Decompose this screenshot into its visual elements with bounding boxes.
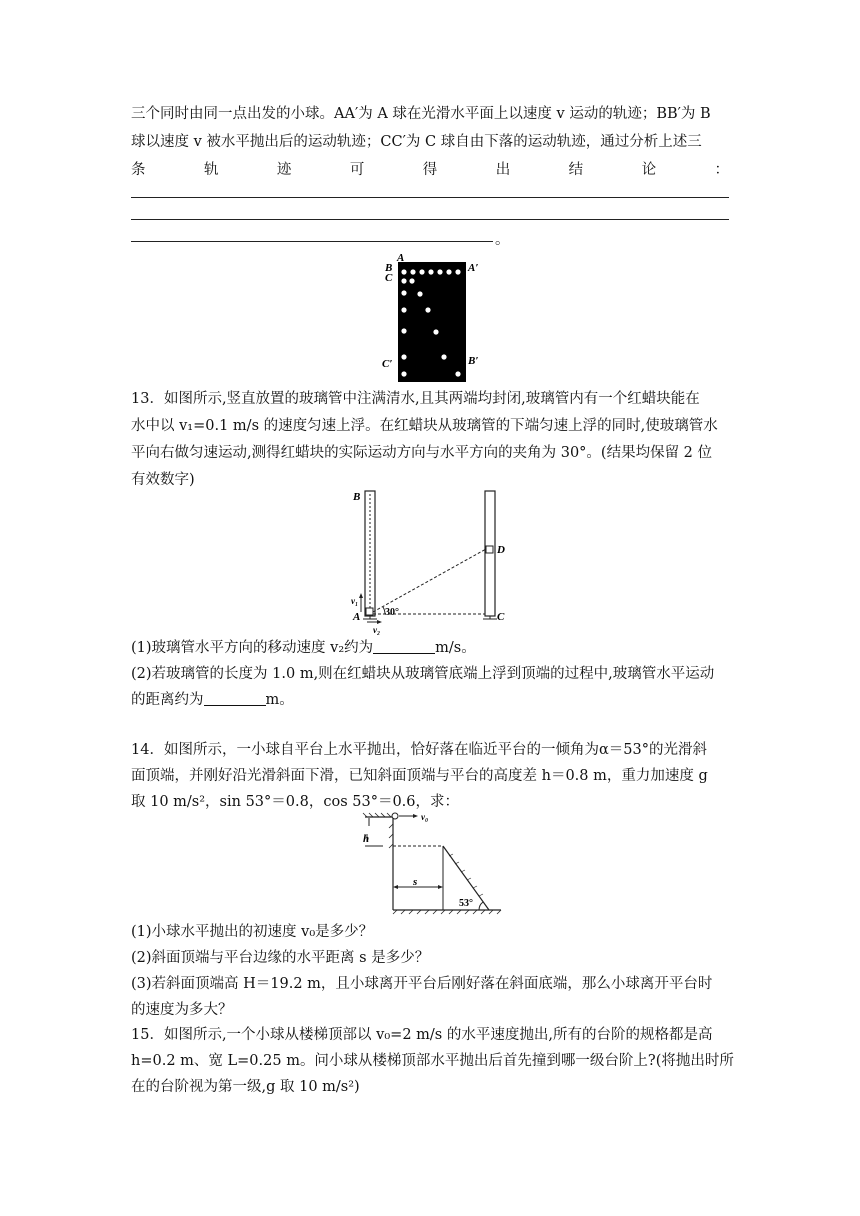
label-A: A xyxy=(397,254,405,264)
q14-line-2: 面顶端，并刚好沿光滑斜面下滑，已知斜面顶端与平台的高度差 h＝0.8 m，重力加速度 g xyxy=(131,768,708,784)
answer-blank[interactable] xyxy=(373,639,435,654)
answer-line xyxy=(131,241,493,242)
photo-background xyxy=(398,262,466,382)
q13-part-1 xyxy=(131,638,729,658)
q12-char: 得 xyxy=(422,162,438,178)
ball xyxy=(392,813,398,819)
q12-line-2: 球以速度 v 被水平抛出后的运动轨迹；CC′为 C 球自由下落的运动轨迹，通过分析上述三 xyxy=(131,134,702,150)
q12-end-mark: 。 xyxy=(495,232,510,248)
q13-part-1-text: (1)玻璃管水平方向的移动速度 v₂约为 xyxy=(131,640,374,656)
label-angle: 53° xyxy=(459,898,473,909)
label-h: h xyxy=(363,833,370,845)
answer-line xyxy=(131,197,729,198)
q13-part-2-line-1: (2)若玻璃管的长度为 1.0 m,则在红蜡块从玻璃管底端上浮到顶端的过程中,玻璃管水平运动 xyxy=(131,666,715,682)
q13-part-2-unit: m。 xyxy=(265,692,294,708)
q14-part-2: (2)斜面顶端与平台边缘的水平距离 s 是多少？ xyxy=(131,950,430,966)
q14-figure xyxy=(355,812,505,916)
label-s: s xyxy=(413,876,418,888)
label-C-prime: C′ xyxy=(382,358,393,370)
q14-part-3-line-1: (3)若斜面顶端高 H＝19.2 m，且小球离开平台后刚好落在斜面底端，那么小球离开平台时 xyxy=(131,976,713,992)
label-A: A xyxy=(353,611,361,623)
q12-char: 出 xyxy=(495,162,511,178)
q12-figure xyxy=(380,254,490,384)
answer-blank[interactable] xyxy=(204,691,266,706)
q12-char: 迹 xyxy=(276,162,292,178)
q13-figure xyxy=(345,488,525,636)
q12-char: ： xyxy=(714,162,729,178)
q12-char: 条 xyxy=(131,162,146,178)
q14-line-3: 取 10 m/s²，sin 53°＝0.8，cos 53°＝0.6，求： xyxy=(131,794,460,810)
q12-char: 结 xyxy=(568,162,584,178)
q13-line-4: 有效数字) xyxy=(131,472,195,488)
q12-char: 可 xyxy=(349,162,365,178)
q13-part-1-unit: m/s。 xyxy=(435,640,476,656)
tube-left xyxy=(365,491,375,616)
label-A-prime: A′ xyxy=(468,262,479,274)
answer-line xyxy=(131,219,729,220)
label-B: B xyxy=(385,262,393,274)
q13-line-3: 平向右做匀速运动,测得红蜡块的实际运动方向与水平方向的夹角为 30°。(结果均保留 2 位 xyxy=(131,445,713,461)
q15-line-1: 15．如图所示,一个小球从楼梯顶部以 v₀=2 m/s 的水平速度抛出,所有的台阶的规格都是高 xyxy=(131,1027,713,1043)
trajectory-line xyxy=(373,549,486,612)
q15-line-2: h=0.2 m、宽 L=0.25 m。问小球从楼梯顶部水平抛出后首先撞到哪一级台阶上?(将抛出时所 xyxy=(131,1053,734,1069)
wax-block-A xyxy=(366,608,373,615)
label-angle: 30° xyxy=(385,607,399,618)
q15-line-3: 在的台阶视为第一级,g 取 10 m/s²) xyxy=(131,1079,360,1095)
q13-part-2-text: 的距离约为 xyxy=(131,692,204,708)
q12-line-3 xyxy=(131,160,729,180)
label-D: D xyxy=(497,544,505,556)
q13-line-2: 水中以 v₁=0.1 m/s 的速度匀速上浮。在红蜡块从玻璃管的下端匀速上浮的同时,使玻璃管水 xyxy=(131,418,718,434)
q12-char: 论 xyxy=(641,162,657,178)
wax-block-D xyxy=(486,546,493,553)
label-B-prime: B′ xyxy=(468,355,479,367)
q14-part-3-line-2: 的速度为多大？ xyxy=(131,1002,233,1018)
q13-line-1: 13．如图所示,竖直放置的玻璃管中注满清水,且其两端均封闭,玻璃管内有一个红蜡块能在 xyxy=(131,391,700,407)
q13-part-2-line-2 xyxy=(131,690,729,710)
label-C: C xyxy=(385,272,393,284)
label-C: C xyxy=(497,611,505,623)
label-v0: v₀ xyxy=(421,812,429,822)
q12-line-1: 三个同时由同一点出发的小球。AA′为 A 球在光滑水平面上以速度 v 运动的轨迹；BB′为 B xyxy=(131,106,711,122)
q14-line-1: 14．如图所示，一小球自平台上水平抛出，恰好落在临近平台的一倾角为α＝53°的光滑斜 xyxy=(131,742,707,758)
q12-char: 轨 xyxy=(203,162,219,178)
label-v1: v₁ xyxy=(351,596,359,606)
label-v2: v₂ xyxy=(373,625,381,635)
q14-part-1: (1)小球水平抛出的初速度 v₀是多少？ xyxy=(131,924,374,940)
label-B: B xyxy=(353,491,361,503)
